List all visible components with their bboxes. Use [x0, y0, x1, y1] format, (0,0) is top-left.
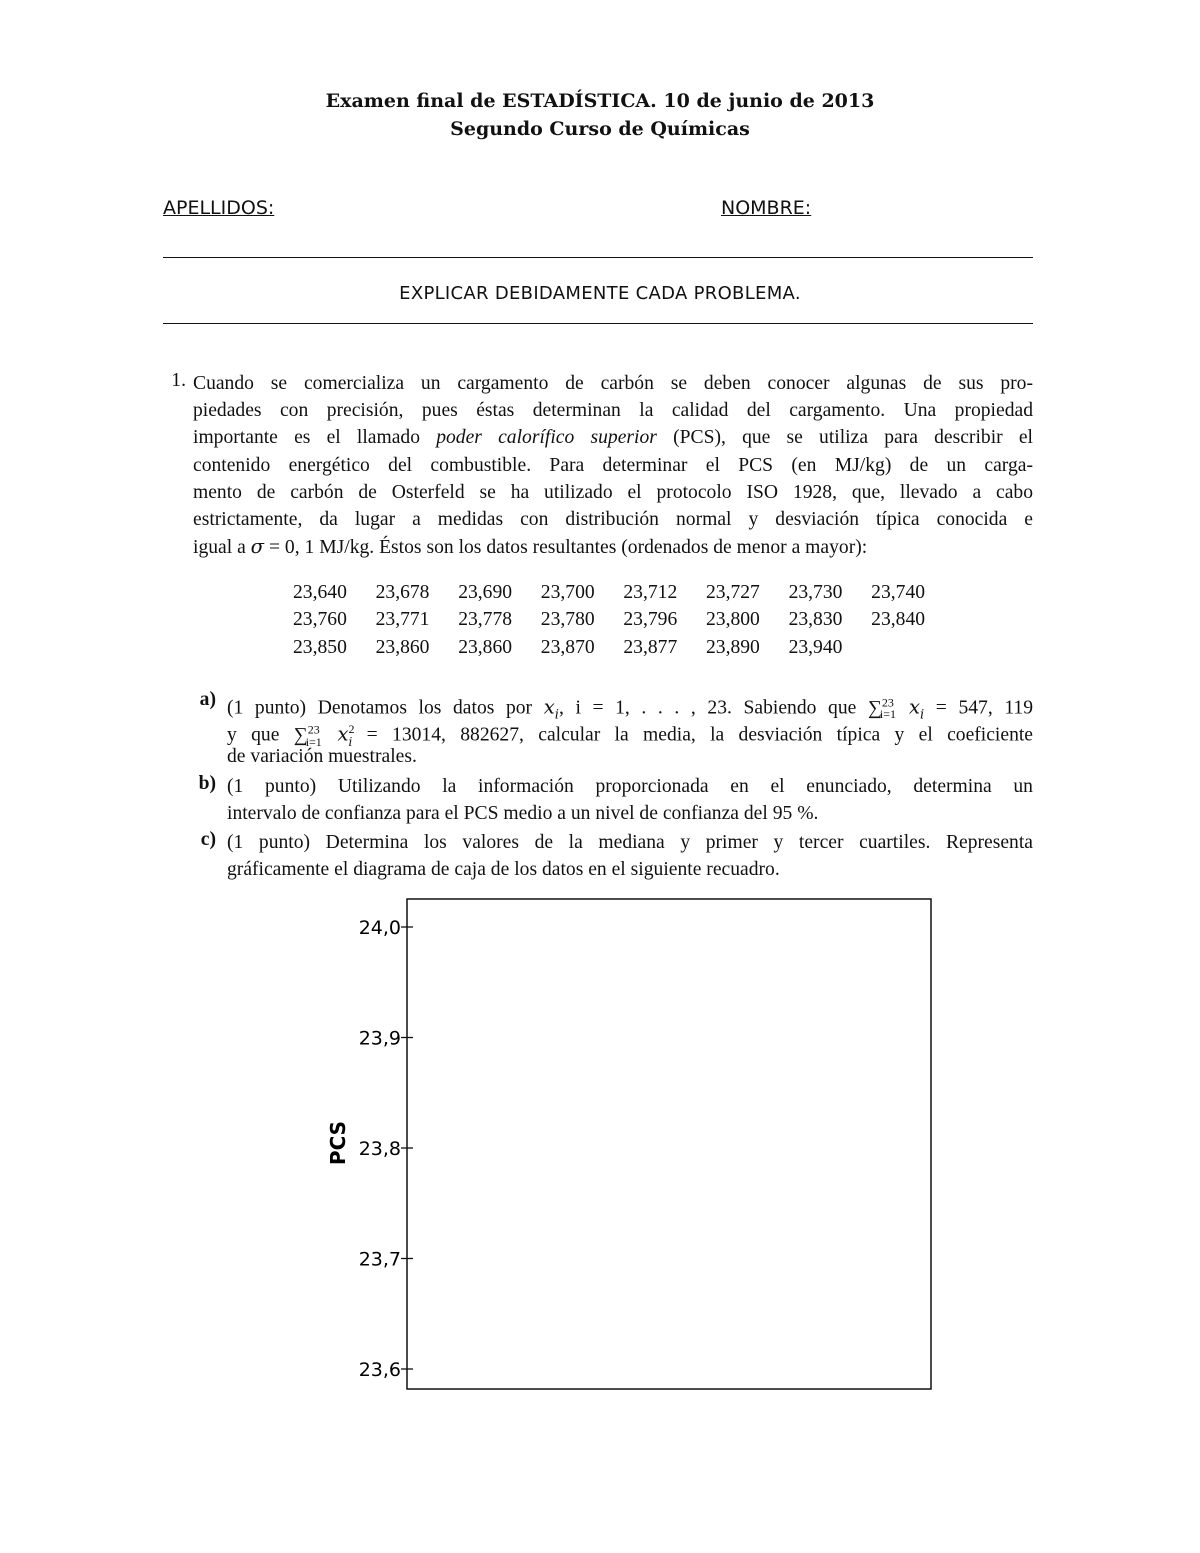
- statement-text: MJ/kg. Éstos son los datos resultantes (ordenados de menor a mayor):: [314, 537, 868, 559]
- table-cell: 23,678: [375, 582, 430, 603]
- table-cell: 23,850: [293, 636, 347, 658]
- math-sub: i: [920, 707, 925, 723]
- part-a-line: [227, 689, 1033, 723]
- table-cell: 23,727: [705, 582, 760, 603]
- sigma-value: = 0, 1: [264, 537, 315, 559]
- instruction-text: EXPLICAR DEBIDAMENTE CADA PROBLEMA.: [399, 283, 801, 304]
- statement-text: importante es el llamado: [193, 427, 437, 449]
- sum-upper: 23: [881, 695, 894, 709]
- y-tick-label: 23,6: [358, 1359, 401, 1381]
- math-x: x: [896, 695, 921, 719]
- part-b-text: Utilizando la información proporcionada en el enunciado, determina un: [316, 776, 1033, 797]
- sum-lower: i=1: [879, 707, 897, 722]
- statement-line: [193, 533, 1033, 560]
- table-cell: [871, 637, 954, 664]
- table-cell: 23,796: [623, 609, 678, 631]
- part-a-text: y que: [227, 724, 294, 746]
- sum-result: = 547, 119: [924, 697, 1033, 719]
- part-c: [227, 829, 1033, 883]
- statement-line: piedades con precisión, pues éstas determinan la calidad del cargamento. Una propiedad: [193, 400, 1033, 422]
- divider-top: [163, 257, 1033, 258]
- table-cell: 23,780: [540, 609, 595, 631]
- part-c-line: [227, 829, 1033, 856]
- exam-title: Examen final de ESTADÍSTICA. 10 de junio de 2013: [325, 90, 875, 112]
- sum-result: = 13014, 882627: [352, 724, 520, 746]
- table-cell: 23,860: [375, 636, 430, 658]
- sum-symbol: ∑$^{23}_{i=1}$: [293, 722, 322, 749]
- table-cell: 23,760: [293, 609, 347, 631]
- statement-emphasis: poder calorífico superior: [436, 427, 657, 449]
- table-cell: 23,877: [623, 636, 678, 658]
- part-c-label: c): [200, 829, 216, 850]
- part-c-text: Determina los valores de la mediana y primer y tercer cuartiles. Representa: [310, 832, 1033, 853]
- part-a-text: , i = 1, . . . , 23. Sabiendo que: [558, 697, 868, 719]
- part-a-points: (1 punto): [227, 697, 307, 719]
- table-cell: 23,800: [705, 609, 760, 631]
- part-a: [227, 689, 1033, 771]
- table-cell: 23,840: [871, 609, 926, 631]
- table-cell: 23,712: [623, 582, 678, 603]
- y-tick-label: 23,9: [358, 1027, 401, 1050]
- statement-line: contenido energético del combustible. Para determinar el PCS (en MJ/kg) de un carga-: [193, 454, 1033, 476]
- math-x: x: [321, 722, 349, 746]
- math-sub: i: [554, 707, 559, 723]
- statement-line: Cuando se comercializa un cargamento de carbón se deben conocer algunas de sus pro-: [193, 373, 1033, 394]
- math-exp: 2: [348, 722, 355, 737]
- statement-line: mento de carbón de Osterfeld se ha utilizado el protocolo ISO 1928, que, llevado a cabo: [193, 481, 1033, 503]
- boxplot-chart: [300, 890, 950, 1400]
- part-a-text: Denotamos los datos por: [306, 697, 544, 719]
- table-row: [293, 609, 954, 636]
- table-row: [293, 582, 954, 609]
- math-sub: i: [348, 734, 353, 749]
- statement-text: (PCS), que se utiliza para describir el: [656, 427, 1033, 449]
- plot-frame[interactable]: [407, 899, 931, 1389]
- y-tick-label: 23,8: [358, 1138, 401, 1160]
- sigma-symbol: σ: [250, 535, 265, 559]
- divider-bottom: [163, 323, 1033, 324]
- table-cell: 23,870: [540, 636, 595, 658]
- table-cell: 23,740: [871, 582, 926, 603]
- table-cell: 23,890: [705, 636, 760, 658]
- part-c-points: (1 punto): [227, 832, 311, 853]
- data-table-body: [293, 582, 954, 664]
- problem-statement: [193, 370, 1033, 560]
- y-tick-label: 24,0: [358, 917, 401, 939]
- part-b-label: b): [198, 773, 216, 794]
- statement-text: igual a: [193, 537, 251, 559]
- surname-label: APELLIDOS:: [163, 197, 275, 219]
- part-b: [227, 773, 1033, 827]
- table-cell: 23,830: [788, 609, 843, 631]
- y-axis-label: PCS: [326, 1120, 350, 1166]
- table-cell: 23,771: [375, 609, 430, 631]
- sum-symbol: ∑$^{23}_{i=1}$: [867, 695, 897, 722]
- part-b-points: (1 punto): [227, 776, 317, 797]
- statement-line: [193, 424, 1033, 451]
- statement-line: estrictamente, da lugar a medidas con distribución normal y desviación típica conocida e: [193, 508, 1033, 530]
- sum-upper: 23: [307, 722, 320, 737]
- table-cell: 23,640: [293, 582, 347, 603]
- table-cell: 23,940: [788, 636, 843, 658]
- name-label: NOMBRE:: [721, 197, 812, 219]
- table-row: [293, 637, 954, 664]
- data-table: [293, 582, 954, 664]
- exam-subtitle: Segundo Curso de Químicas: [450, 118, 750, 140]
- part-b-line: [227, 773, 1033, 800]
- part-a-text: , calcular la media, la desviación típica y el coeficiente: [519, 724, 1034, 746]
- part-a-label: a): [199, 689, 216, 710]
- table-cell: 23,690: [458, 582, 513, 603]
- y-axis: [359, 917, 413, 1381]
- y-tick-label: 23,7: [358, 1248, 401, 1271]
- part-c-line: gráficamente el diagrama de caja de los datos en el siguiente recuadro.: [227, 859, 780, 881]
- part-a-line: [227, 716, 1034, 749]
- sum-lower: i=1: [305, 734, 322, 749]
- table-cell: 23,700: [540, 582, 595, 603]
- table-cell: 23,730: [788, 582, 843, 603]
- part-b-line: intervalo de confianza para el PCS medio a un nivel de confianza del 95 %.: [227, 803, 819, 825]
- problem-number: 1.: [171, 370, 186, 391]
- part-a-line: de variación muestrales.: [227, 746, 417, 768]
- math-x: x: [543, 695, 555, 719]
- table-cell: 23,860: [458, 636, 513, 658]
- table-cell: 23,778: [458, 609, 513, 631]
